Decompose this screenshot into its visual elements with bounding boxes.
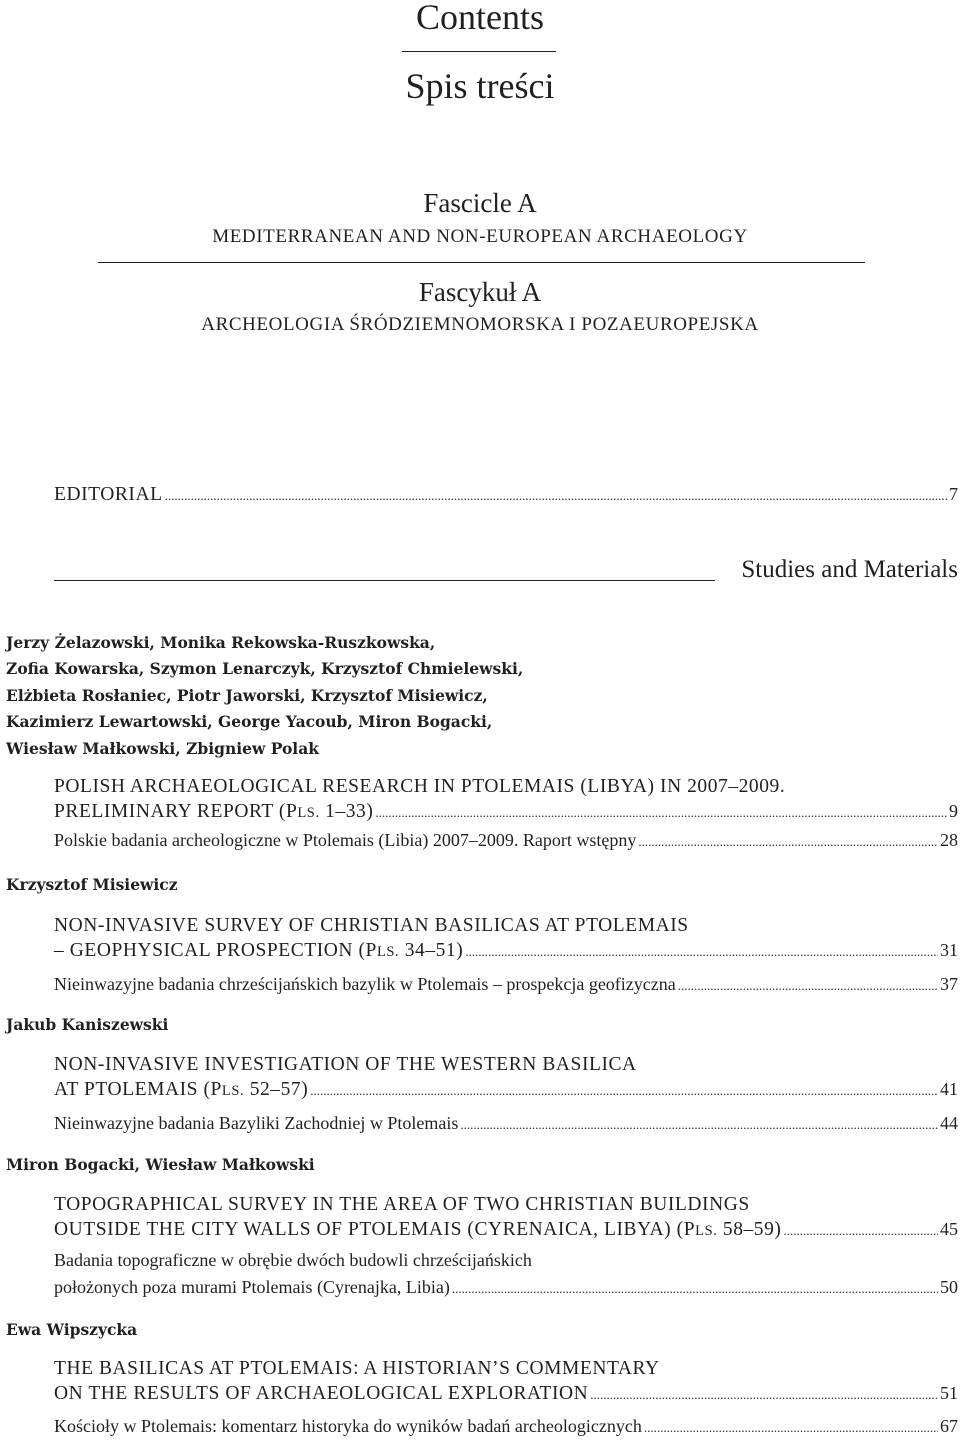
page-number: 9 — [949, 801, 958, 821]
entry-title-pl: Nieinwazyjne badania Bazyliki Zachodniej w Ptolemais — [54, 1113, 459, 1133]
toc-entry[interactable] — [54, 1193, 958, 1299]
plates-range: 52–57) — [249, 1079, 309, 1100]
dot-leader — [678, 974, 938, 998]
author-line: Ewa Wipszycka — [6, 1320, 138, 1339]
plates-range: 1–33) — [325, 801, 374, 822]
toc-line — [54, 938, 958, 962]
entry-title-pl: położonych poza murami Ptolemais (Cyrenajka, Libia) — [54, 1277, 450, 1297]
contents-title-polish: Spis treści — [405, 66, 555, 106]
entry-authors — [6, 872, 178, 898]
page-number: 50 — [940, 1277, 958, 1297]
toc-line — [54, 972, 958, 996]
fascicle-divider — [98, 262, 865, 263]
author-line: Kazimierz Lewartowski, George Yacoub, Miron Bogacki, — [6, 712, 493, 732]
dot-leader — [638, 830, 938, 854]
dot-leader — [783, 1219, 938, 1243]
page-number: 28 — [940, 830, 958, 850]
plates-range: 34–51) — [404, 940, 464, 961]
dot-leader — [460, 1113, 938, 1137]
toc-entry[interactable] — [54, 1357, 958, 1438]
toc-line — [54, 482, 958, 506]
author-line: Elżbieta Rosłaniec, Piotr Jaworski, Krzysztof Misiewicz, — [6, 685, 488, 705]
entry-title-en: NON-INVASIVE SURVEY OF CHRISTIAN BASILICAS AT PTOLEMAIS — [54, 915, 689, 936]
toc-line — [54, 1381, 958, 1405]
entry-title-en: PRELIMINARY REPORT ( — [54, 801, 286, 822]
entry-title-en: NON-INVASIVE INVESTIGATION OF THE WESTERN BASILICA — [54, 1054, 637, 1075]
toc-line — [54, 1275, 958, 1299]
entry-title-en: ON THE RESULTS OF ARCHAEOLOGICAL EXPLORATION — [54, 1383, 589, 1404]
page-number: 41 — [940, 1079, 958, 1099]
toc-entry[interactable] — [54, 1053, 958, 1135]
page-number: 51 — [940, 1383, 958, 1403]
toc-line — [54, 1077, 958, 1101]
dot-leader — [590, 1383, 938, 1407]
page-number: 37 — [940, 974, 958, 994]
author-line: Wiesław Małkowski, Zbigniew Polak — [6, 738, 319, 758]
plates-abbrev: PLS. — [285, 801, 320, 822]
section-divider — [54, 580, 715, 581]
page-number: 45 — [940, 1219, 958, 1239]
toc-editorial[interactable] — [54, 482, 958, 506]
fascicle-name-polish: Fascykuł A — [418, 277, 542, 307]
fascicle-subtitle-polish: ARCHEOLOGIA ŚRÓDZIEMNOMORSKA I POZAEUROPEJSKA — [201, 314, 759, 335]
fascicle-subtitle: MEDITERRANEAN AND NON-EUROPEAN ARCHAEOLOGY — [212, 226, 748, 247]
section-title: Studies and Materials — [741, 556, 958, 583]
toc-line — [54, 1414, 958, 1438]
entry-authors — [6, 630, 523, 762]
plates-abbrev: PLS. — [683, 1219, 718, 1240]
entry-title-pl: Polskie badania archeologiczne w Ptolemais (Libia) 2007–2009. Raport wstępny — [54, 830, 637, 850]
plates-abbrev: PLS. — [365, 940, 400, 961]
author-line: Krzysztof Misiewicz — [6, 875, 178, 894]
page-number: 7 — [949, 484, 958, 504]
plates-abbrev: PLS. — [210, 1079, 245, 1100]
page-number: 67 — [940, 1416, 958, 1436]
toc-entry[interactable] — [54, 775, 958, 852]
dot-leader — [165, 484, 947, 508]
dot-leader — [452, 1277, 938, 1301]
entry-title-pl: Nieinwazyjne badania chrześcijańskich bazylik w Ptolemais – prospekcja geofizyczna — [54, 974, 676, 994]
dot-leader — [465, 940, 938, 964]
toc-line — [54, 1111, 958, 1135]
editorial-label: EDITORIAL — [54, 484, 163, 505]
entry-title-pl: Kościoły w Ptolemais: komentarz historyka do wyników badań archeologicznych — [54, 1416, 642, 1436]
toc-line — [54, 828, 958, 852]
entry-title-en: – GEOPHYSICAL PROSPECTION ( — [54, 940, 366, 961]
dot-leader — [310, 1079, 938, 1103]
dot-leader — [644, 1416, 938, 1440]
dot-leader — [375, 801, 947, 825]
author-line: Jerzy Żelazowski, Monika Rekowska-Ruszkowska, — [6, 633, 436, 652]
entry-title-en: AT PTOLEMAIS ( — [54, 1079, 211, 1100]
plates-range: 58–59) — [722, 1219, 782, 1240]
page-number: 44 — [940, 1113, 958, 1133]
title-divider — [402, 51, 556, 52]
entry-authors — [6, 1317, 137, 1343]
entry-authors — [6, 1152, 315, 1178]
toc-entry[interactable] — [54, 914, 958, 996]
fascicle-name: Fascicle A — [423, 188, 537, 218]
toc-line — [54, 1217, 958, 1241]
page-number: 31 — [940, 940, 958, 960]
entry-title-pl: Badania topograficzne w obrębie dwóch budowli chrześcijańskich — [54, 1250, 532, 1270]
entry-title-en: OUTSIDE THE CITY WALLS OF PTOLEMAIS (CYRENAICA, LIBYA) ( — [54, 1219, 684, 1240]
entry-title-en: TOPOGRAPHICAL SURVEY IN THE AREA OF TWO CHRISTIAN BUILDINGS — [54, 1194, 750, 1215]
author-line: Zofia Kowarska, Szymon Lenarczyk, Krzysztof Chmielewski, — [6, 659, 524, 679]
contents-title: Contents — [415, 0, 544, 37]
entry-title-en: POLISH ARCHAEOLOGICAL RESEARCH IN PTOLEMAIS (LIBYA) IN 2007–2009. — [54, 776, 786, 797]
entry-authors — [6, 1012, 168, 1038]
toc-line — [54, 799, 958, 823]
author-line: Miron Bogacki, Wiesław Małkowski — [6, 1155, 315, 1174]
author-line: Jakub Kaniszewski — [6, 1015, 169, 1034]
entry-title-en: THE BASILICAS AT PTOLEMAIS: A HISTORIAN’S COMMENTARY — [54, 1358, 660, 1379]
